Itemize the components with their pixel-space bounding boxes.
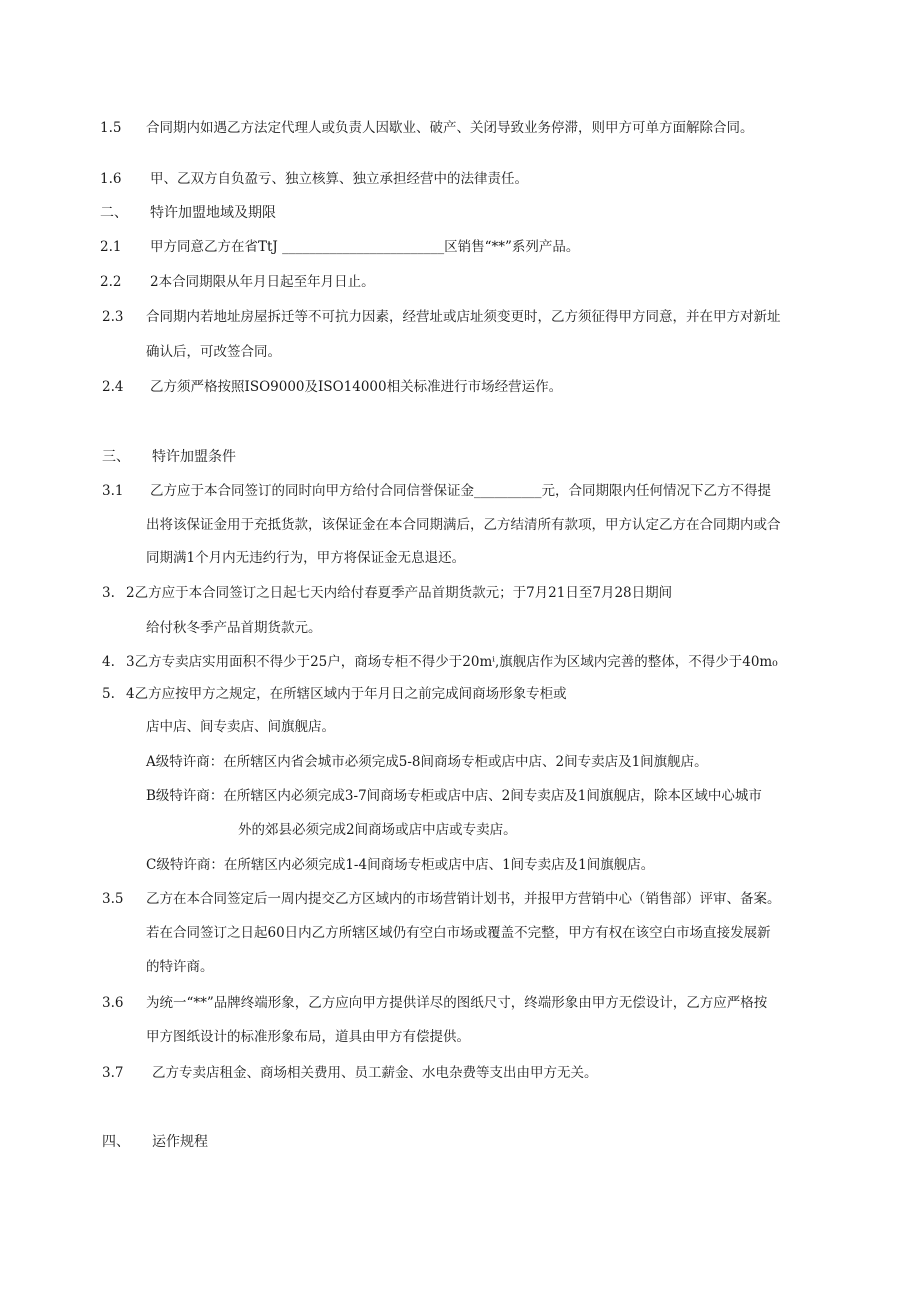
grade-a-requirement: A级特许商：在所辖区内省会城市必须完成5-8间商场专柜或店中店、2间专卖店及1间旗舰店。: [146, 754, 708, 770]
clause-text: 为统一“**”品牌终端形象，乙方应向甲方提供详尽的图纸尺寸，终端形象由甲方无偿设计，乙方应严格按: [146, 995, 768, 1011]
clause-text: 2乙方应于本合同签订之日起七天内给付春夏季产品首期货款元；于7月21日至7月28日期间: [126, 585, 673, 601]
clause-text: 合同期内若地址房屋拆迁等不可抗力因素，经营址或店址须变更时，乙方须征得甲方同意，并在甲方对新址: [146, 309, 781, 325]
clause-text: 乙方专卖店租金、商场相关费用、员工薪金、水电杂费等支出由甲方无关。: [152, 1065, 598, 1081]
clause-5-4-continuation: 店中店、间专卖店、间旗舰店。: [146, 719, 335, 735]
clause-2-3-continuation: 确认后，可改签合同。: [146, 344, 281, 360]
section-title: 特许加盟地域及期限: [150, 205, 276, 221]
grade-b-continuation: 外的郊县必须完成2间商场或店中店或专卖店。: [238, 822, 517, 838]
grade-c-requirement: C级特许商：在所辖区内必须完成1-4间商场专柜或店中店、1间专卖店及1间旗舰店。: [146, 857, 655, 873]
clause-number: 5.: [102, 686, 115, 702]
section-number: 二、: [100, 205, 128, 221]
clause-number: 3.6: [102, 995, 124, 1011]
clause-number: 3.: [102, 585, 115, 601]
clause-3-1-continuation-1: 出将该保证金用于充抵货款，该保证金在本合同期满后，乙方结清所有款项，甲方认定乙方在合同期内或合: [146, 517, 781, 533]
clause-text: 甲方同意乙方在省TtJ ________________________区销售“**”系列产品。: [150, 239, 580, 255]
clause-text: 4乙方应按甲方之规定，在所辖区域内于年月日之前完成间商场形象专柜或: [126, 686, 567, 702]
clause-number: 1.6: [100, 171, 122, 187]
clause-text: 乙方须严格按照ISO9000及ISO14000相关标准进行市场经营运作。: [150, 379, 563, 395]
clause-number: 1.5: [100, 120, 122, 136]
clause-text: 甲、乙双方自负盈亏、独立核算、独立承担经营中的法律责任。: [150, 171, 528, 187]
clause-number: 2.1: [100, 239, 122, 255]
clause-text: 乙方在本合同签定后一周内提交乙方区域内的市场营销计划书，并报甲方营销中心（销售部）评审、备案。: [146, 891, 781, 907]
clause-number: 2.3: [102, 309, 124, 325]
clause-number: 3.1: [102, 483, 124, 499]
clause-number: 3.7: [102, 1065, 124, 1081]
grade-b-requirement: B级特许商：在所辖区内必须完成3-7间商场专柜或店中店、2间专卖店及1间旗舰店，除本区域中心城市: [146, 788, 762, 804]
clause-text: 3乙方专卖店实用面积不得少于25户，商场专柜不得少于20mⁱ,旗舰店作为区域内完善的整体，不得少于40m₀: [126, 654, 778, 670]
clause-text: 乙方应于本合同签订的同时向甲方给付合同信誉保证金__________元，合同期限内任何情况下乙方不得提: [150, 483, 771, 499]
clause-text: 2本合同期限从年月日起至年月日止。: [150, 274, 375, 290]
clause-3-1-continuation-2: 同期满1个月内无违约行为，甲方将保证金无息退还。: [146, 550, 466, 566]
clause-3-5-continuation-1: 若在合同签订之日起60日内乙方所辖区域仍有空白市场或覆盖不完整，甲方有权在该空白市场直接发展新: [146, 925, 771, 941]
clause-3-6-continuation: 甲方图纸设计的标准形象布局，道具由甲方有偿提供。: [146, 1029, 470, 1045]
clause-number: 2.4: [102, 379, 124, 395]
clause-3-2-continuation: 给付秋冬季产品首期货款元。: [146, 620, 322, 636]
clause-3-5-continuation-2: 的特许商。: [146, 959, 214, 975]
clause-text: 合同期内如遇乙方法定代理人或负责人因歇业、破产、关闭导致业务停滞，则甲方可单方面解除合同。: [146, 120, 754, 136]
clause-number: 3.5: [102, 891, 124, 907]
section-title: 特许加盟条件: [152, 449, 236, 465]
section-title: 运作规程: [152, 1134, 208, 1150]
clause-number: 2.2: [100, 274, 122, 290]
section-number: 四、: [102, 1134, 130, 1150]
clause-number: 4.: [102, 654, 115, 670]
section-number: 三、: [102, 449, 130, 465]
